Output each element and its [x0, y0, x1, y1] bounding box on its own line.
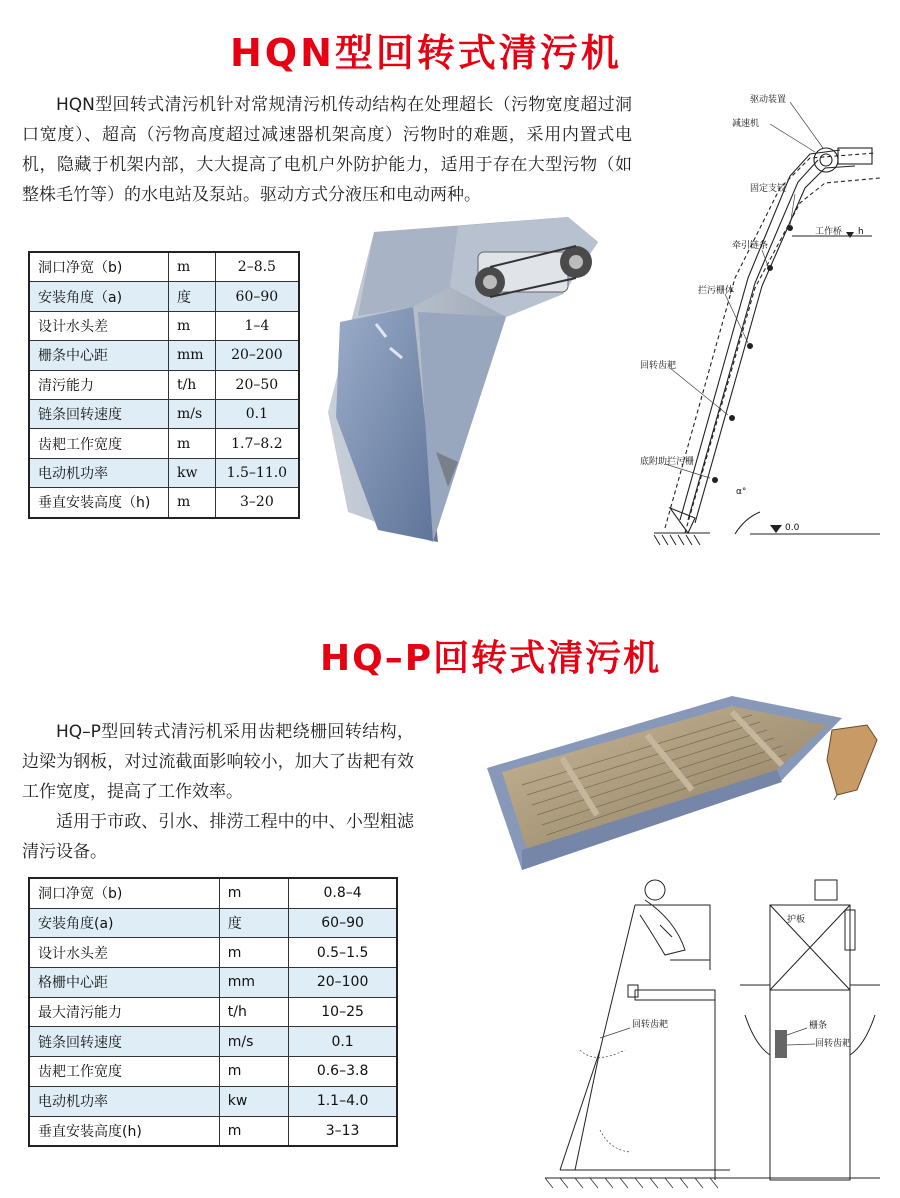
spec-unit: t/h — [219, 997, 288, 1027]
spec-row — [29, 1057, 397, 1087]
spec-value: 0.1 — [215, 399, 299, 428]
spec-value: 20–50 — [215, 370, 299, 399]
spec-row — [29, 908, 397, 938]
label-rotary-rake-front: 回转齿耙 — [815, 1039, 852, 1049]
spec-name: 齿耙工作宽度 — [29, 1057, 219, 1087]
spec-unit: m — [219, 1057, 288, 1087]
spec-value: 10–25 — [289, 997, 397, 1027]
spec-unit: mm — [168, 341, 215, 370]
label-rotary-rake: 回转齿耙 — [640, 361, 677, 371]
hqn-machine-photo — [318, 212, 618, 552]
label-drive-unit: 驱动装置 — [750, 95, 787, 105]
spec-value: 3–20 — [215, 488, 299, 518]
spec-unit: m — [219, 938, 288, 968]
spec-row — [29, 938, 397, 968]
label-bottom-rack: 底附助拦污栅 — [640, 457, 695, 467]
spec-row — [29, 1027, 397, 1057]
hqn-spec-table — [28, 251, 300, 519]
hqp-spec-table — [28, 877, 398, 1147]
spec-value: 0.6–3.8 — [289, 1057, 397, 1087]
spec-row — [29, 311, 299, 340]
label-trash-rack: 拦污栅体 — [698, 286, 735, 296]
hqp-side-elevation-diagram — [540, 870, 745, 1190]
spec-value: 2–8.5 — [215, 252, 299, 282]
spec-value: 60–90 — [215, 282, 299, 311]
spec-value: 1–4 — [215, 311, 299, 340]
spec-value: 0.8–4 — [289, 878, 397, 908]
spec-value: 1.1–4.0 — [289, 1086, 397, 1116]
spec-unit: 度 — [168, 282, 215, 311]
spec-unit: m — [168, 311, 215, 340]
spec-value: 1.7–8.2 — [215, 429, 299, 458]
spec-row — [29, 399, 299, 428]
spec-row — [29, 429, 299, 458]
hqp-section-title: HQ–P回转式清污机 — [320, 638, 662, 679]
label-traction-chain: 牵引链条 — [732, 241, 769, 251]
spec-row — [29, 1086, 397, 1116]
spec-row — [29, 878, 397, 908]
hqn-schematic-diagram — [640, 88, 890, 563]
hqp-machine-photo — [482, 690, 882, 875]
spec-name: 安装角度（a) — [29, 282, 168, 311]
spec-name: 栅条中心距 — [29, 341, 168, 370]
spec-row — [29, 488, 299, 518]
spec-name: 安装角度(a) — [29, 908, 219, 938]
spec-value: 3–13 — [289, 1116, 397, 1146]
spec-value: 20–200 — [215, 341, 299, 370]
label-h: h — [858, 227, 864, 237]
spec-unit: m — [168, 252, 215, 282]
spec-unit: m — [219, 878, 288, 908]
label-level: 0.0 — [785, 523, 800, 533]
spec-unit: 度 — [219, 908, 288, 938]
spec-row — [29, 341, 299, 370]
spec-unit: m — [168, 429, 215, 458]
label-rotary-rake-side: 回转齿耙 — [632, 1020, 669, 1030]
spec-unit: kw — [168, 458, 215, 487]
spec-value: 0.1 — [289, 1027, 397, 1057]
spec-row — [29, 252, 299, 282]
spec-name: 垂直安装高度（h) — [29, 488, 168, 518]
label-work-bridge: 工作桥 — [815, 227, 843, 237]
spec-value: 1.5–11.0 — [215, 458, 299, 487]
spec-row — [29, 997, 397, 1027]
spec-name: 设计水头差 — [29, 938, 219, 968]
spec-name: 链条回转速度 — [29, 399, 168, 428]
spec-row — [29, 370, 299, 399]
spec-unit: m — [168, 488, 215, 518]
spec-name: 电动机功率 — [29, 458, 168, 487]
hqp-application: 适用于市政、引水、排涝工程中的中、小型粗滤清污设备。 — [22, 812, 414, 862]
spec-name: 洞口净宽（b) — [29, 878, 219, 908]
spec-unit: t/h — [168, 370, 215, 399]
spec-name: 齿耙工作宽度 — [29, 429, 168, 458]
hqn-description: HQN型回转式清污机针对常规清污机传动结构在处理超长（污物宽度超过洞口宽度）、超高（污物高度超过减速器机架高度）污物时的难题，采用内置式电机，隐藏于机架内部，大大提高了电机户外防护能力，适用于存在大型污物（如整株毛竹等）的水电站及泵站。驱动方式分液压和电动两种。 — [22, 95, 632, 205]
spec-unit: kw — [219, 1086, 288, 1116]
spec-row — [29, 458, 299, 487]
spec-name: 清污能力 — [29, 370, 168, 399]
spec-name: 最大清污能力 — [29, 997, 219, 1027]
hqp-front-elevation-diagram — [735, 870, 885, 1190]
hqn-section-title: HQN型回转式清污机 — [230, 31, 622, 75]
spec-name: 垂直安装高度(h) — [29, 1116, 219, 1146]
spec-value: 20–100 — [289, 968, 397, 998]
spec-unit: m — [219, 1116, 288, 1146]
spec-name: 洞口净宽（b) — [29, 252, 168, 282]
spec-value: 0.5–1.5 — [289, 938, 397, 968]
hqp-description: HQ–P型回转式清污机采用齿耙绕栅回转结构，边梁为钢板，对过流截面影响较小，加大了齿耙有效工作宽度，提高了工作效率。 — [22, 722, 414, 802]
spec-unit: m/s — [219, 1027, 288, 1057]
spec-unit: mm — [219, 968, 288, 998]
label-fixed-hinge: 固定支铰 — [750, 184, 787, 194]
spec-name: 链条回转速度 — [29, 1027, 219, 1057]
label-reducer: 减速机 — [732, 119, 760, 129]
spec-unit: m/s — [168, 399, 215, 428]
spec-row — [29, 1116, 397, 1146]
spec-name: 设计水头差 — [29, 311, 168, 340]
label-grate-bar: 栅条 — [809, 1021, 828, 1031]
spec-value: 60–90 — [289, 908, 397, 938]
spec-name: 格栅中心距 — [29, 968, 219, 998]
label-guard-plate: 护板 — [787, 915, 806, 925]
label-angle: α° — [736, 487, 747, 497]
spec-row — [29, 282, 299, 311]
spec-name: 电动机功率 — [29, 1086, 219, 1116]
spec-row — [29, 968, 397, 998]
